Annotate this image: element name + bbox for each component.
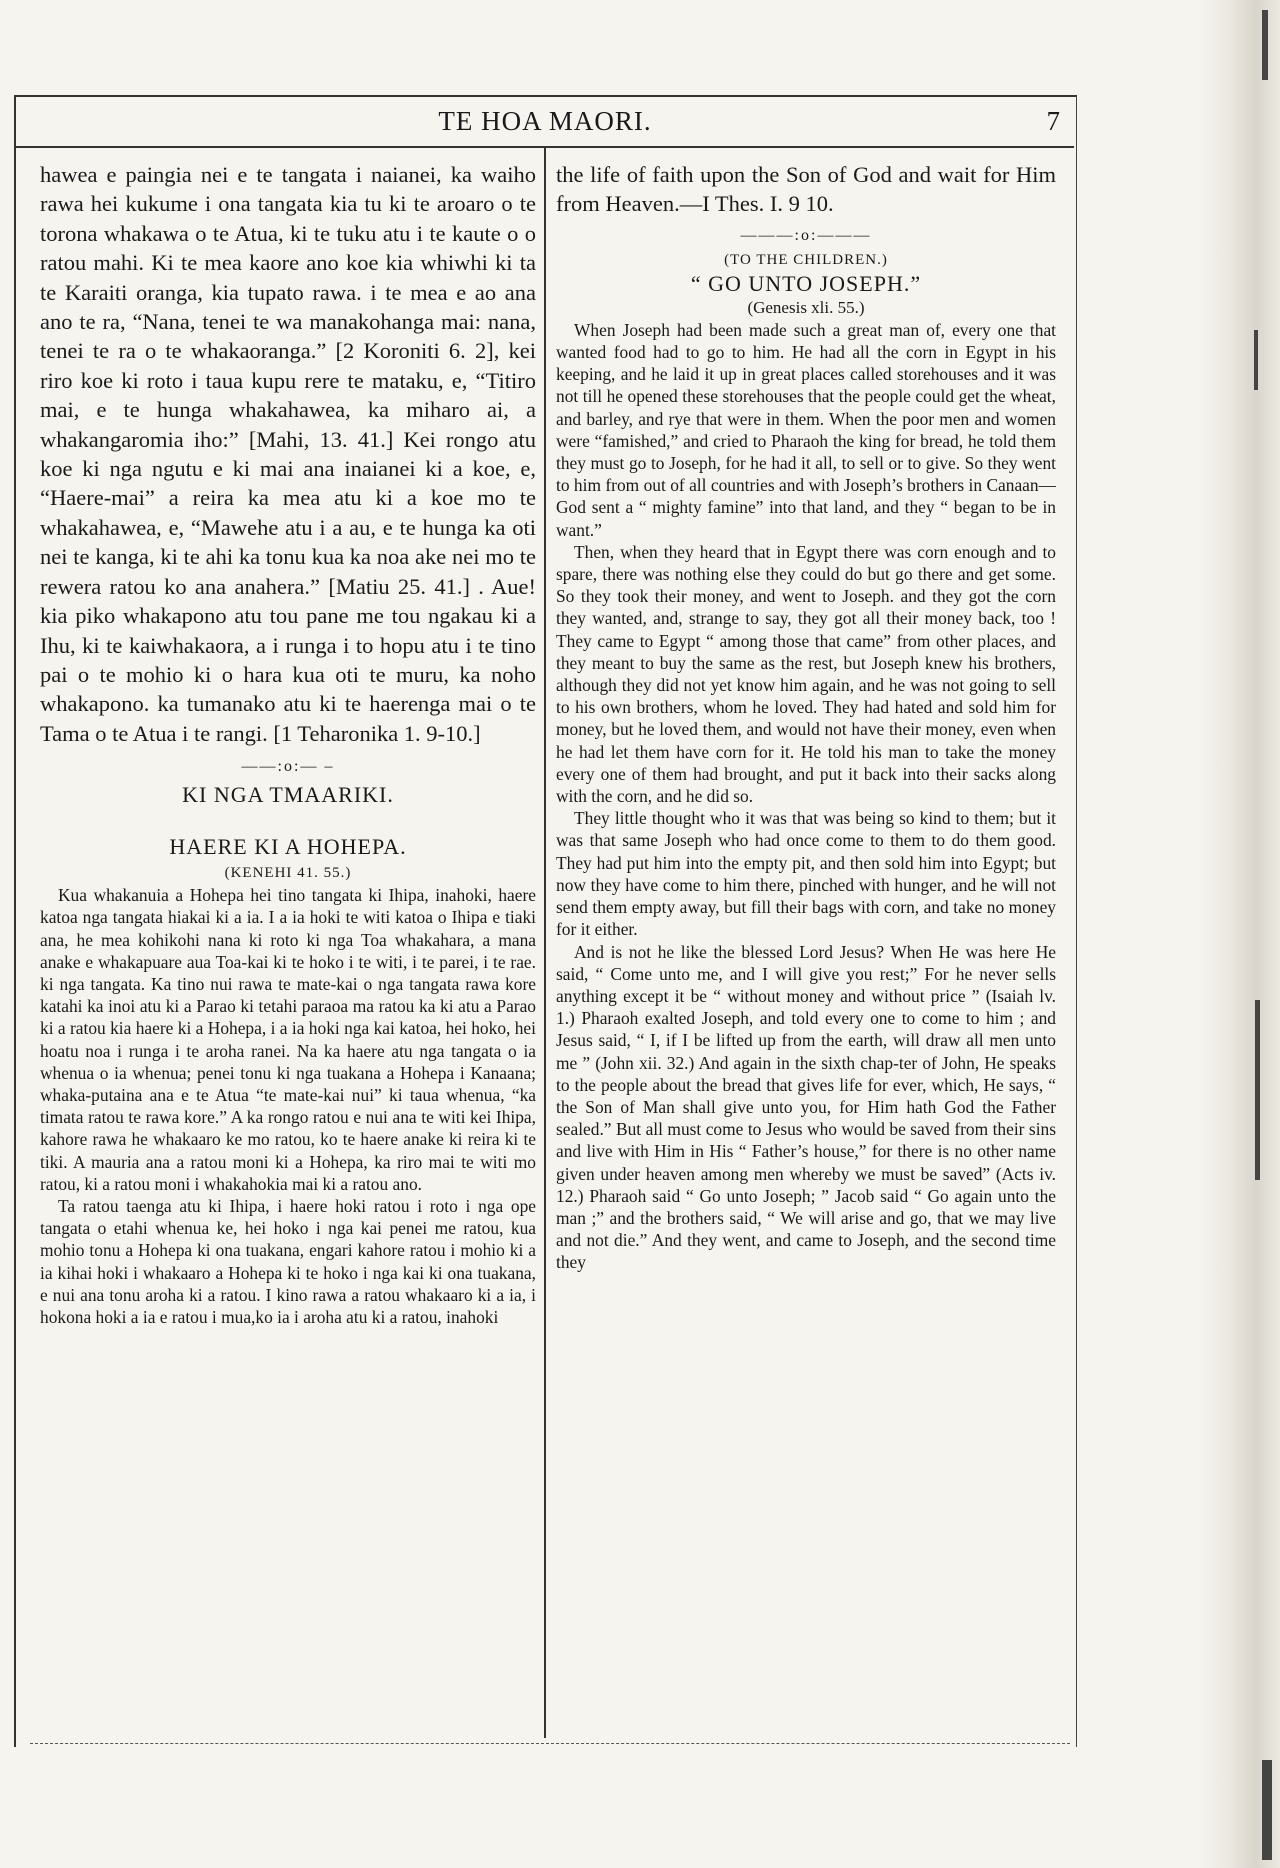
left-column <box>40 160 536 1328</box>
left-story-title: HAERE KI A HOHEPA. <box>169 834 407 860</box>
right-story-reference: (Genesis xli. 55.) <box>747 297 865 317</box>
left-section-heading: KI NGA TMAARIKI. <box>182 782 394 808</box>
newspaper-title: TE HOA MAORI. <box>438 106 652 136</box>
scan-streak <box>1254 330 1258 390</box>
scan-streak <box>1262 10 1268 80</box>
column-divider <box>544 148 546 1738</box>
left-ornament: ——:o:— – <box>241 758 335 776</box>
right-paragraph-1: When Joseph had been made such a great man of, every one that wanted food had to go to him. He had all the corn in Egypt in his keeping, and he laid it up in great places called storehouses and it was not till he opened these storehouses that the people could get the wheat, and barley, and rye that were in them. When the poor men and women were “famished,” and cried to Pharaoh the king for bread, he told them they must go to Joseph, for he had it all, to sell or to give. So they went to him from out of all countries and with Joseph’s brothers in Canaan—God sent a “ mighty famine” into that land, and they “ began to be in want.” <box>556 319 1056 540</box>
right-section-heading: (TO THE CHILDREN.) <box>724 251 888 268</box>
right-column <box>556 160 1056 1274</box>
left-paragraph-2: Ta ratou taenga atu ki Ihipa, i haere hoki ratou i roto i nga ope tangata o etahi whenua ke, hei hoko i nga kai penei me ratou, kua mohio tonu a Hohepa ki ona tuakana, engari kahore ratou i mohio ki a ia kihai hoki i whakaaro a Hohepa ki te hoko i nga kai ki ona tuakana, e nui ana tonu aroha ki a ratou. I kino rawa a ratou whakaaro ki a ia, i hokona hoki a ia e ratou i mua,ko ia i aroha atu ki a ratou, inahoki <box>40 1195 536 1327</box>
right-paragraph-2: Then, when they heard that in Egypt there was corn enough and to spare, there was nothing else they could do but go there and get some. So they took their money, and went to Joseph. and they got the corn they wanted, and, strange to say, they got all their money back, too ! They came to Egypt “ among those that came” from other places, and they meant to buy the same as the rest, but Joseph knew his brothers, although they did not yet know him again, and he was not going to sell to his own brothers, whom he loved. They had hated and sold him for money, but he loved them, and would not have their money, even when he had let them have corn for it. He told his man to take the money every one of them had brought, and put it back into their sacks along with the corn, and he did so. <box>556 541 1056 807</box>
right-story-title: “ GO UNTO JOSEPH.” <box>690 270 922 296</box>
left-intro-paragraph: hawea e paingia nei e te tangata i naianei, ka waiho rawa hei kukume i ona tangata kia tu ki te aroaro o te torona whakawa o te Atua, ki te tuku atu i te kaute o o ratou mahi. Ki te mea kaore ano koe kia whiwhi ki ta te Karaiti oranga, kia tupato rawa. i te mea e ao ana ano te ra, “Nana, tenei te wa manakohanga mai: nana, tenei te ra o te whakaoranga.” [2 Koroniti 6. 2], kei riro koe ki roto i taua kupu rere te mataku, e, “Titiro mai, e te hunga whakahawea, ka miharo ai, a whakangaromia iho:” [Mahi, 13. 41.] Kei rongo atu koe ki nga ngutu e ki mai ana inaianei ki a koe, e, “Haere-mai” a reira ka mea atu ki a koe mo te whakahawea, e, “Mawehe atu i a au, e te hunga ka oti nei te kanga, ki te ahi ka tonu kua ka noa ake nei mo te rewera ratou ko ana anahera.” [Matiu 25. 41.] . Aue! kia piko whakapono atu tou pane me tou ngakau ki a Ihu, ki te kaiwhakaora, a i runga i to hopu atu i te tino pai o te mohio ki o hara kua oti te muru, ka noho whakapono. ka tumanako atu ki te haerenga mai o te Tama o te Atua i te rangi. [1 Teharonika 1. 9-10.] <box>40 162 536 746</box>
scan-streak <box>1262 1760 1272 1860</box>
left-story-reference: (KENEHI 41. 55.) <box>224 865 352 882</box>
running-header <box>16 96 1074 148</box>
right-paragraph-4: And is not he like the blessed Lord Jesus? When He was here He said, “ Come unto me, and I will give you rest;” For he never sells anything except it be “ without money and without price ” (Isaiah lv. 1.) Pharaoh exalted Joseph, and told every one to come to him ; and Jesus said, “ I, if I be lifted up from the earth, will draw all men unto me ” (John xii. 32.) And again in the sixth chap-ter of John, He speaks to the people about the bread that gives life for ever, which, He says, “ the Son of Man shall give unto you, for Him hath God the Father sealed.” But all must come to Jesus who would be saved from their sins and live with Him in His “ Father’s house,” for there is no other name given under heaven among men whereby we must be saved” (Acts iv. 12.) Pharaoh said “ Go unto Joseph; ” Jacob said “ Go again unto the man ;” and the brothers said, “ We will arise and go, that we may live and not die.” And they went, and came to Joseph, and the second time they <box>556 941 1056 1273</box>
page-number: 7 <box>1046 106 1060 136</box>
right-paragraph-3: They little thought who it was that was being so kind to them; but it was that same Joseph who had once come to them to do them good. They had put him into the empty pit, and then sold him into Egypt; but now they have come to him there, pinched with hunger, and he will not send them empty away, but fill their bags with corn, and take no money for it either. <box>556 808 1056 940</box>
right-intro-paragraph: the life of faith upon the Son of God and wait for Him from Heaven.—I Thes. I. 9 10. <box>556 162 1056 217</box>
right-ornament: ———:o:——— <box>740 226 872 244</box>
scan-streak <box>1255 1000 1260 1180</box>
scan-edge-shadow <box>1200 0 1280 1868</box>
bottom-rule <box>30 1743 1070 1744</box>
left-paragraph-1: Kua whakanuia a Hohepa hei tino tangata ki Ihipa, inahoki, haere katoa nga tangata hiakai ki a ia. I a ia hoki te witi katoa o Ihipa e tiaki ana, he mea kohikohi nana ki roto ki nga Toa whakahara, a mana anake e whakapuare aua Toa-kai ki te hoko i te witi, i te parei, i te rae. ki nga tangata. Ka tino nui rawa te mate-kai o nga tangata rawa kore katahi ka inoi atu ki a Parao ki tetahi paraoa ma ratou ka ki atu a Parao ki a ratou kia haere ki a Hohepa, i a ia hoki nga kai katoa, hei hoko, hei hoatu noa i runga i te aroha ranei. Na ka haere atu nga tangata o ia whenua o ia whenua; penei tonu ki nga tuakana a Hohepa i Kanaana; whaka-putaina ana e te Atua “te mate-kai nui” ki taua whenua, “ka timata ratou te rawa kore.” A ka rongo ratou e nui ana te witi kei Ihipa, kahore rawa he whakaaro ke mo ratou, ko te haere anake ki reira ki te tiki. A mauria ana a ratou moni ki a Hohepa, ka riro mai te witi mo ratou, ki a ratou moni i whakahokia mai ki a ratou ano. <box>40 885 536 1194</box>
